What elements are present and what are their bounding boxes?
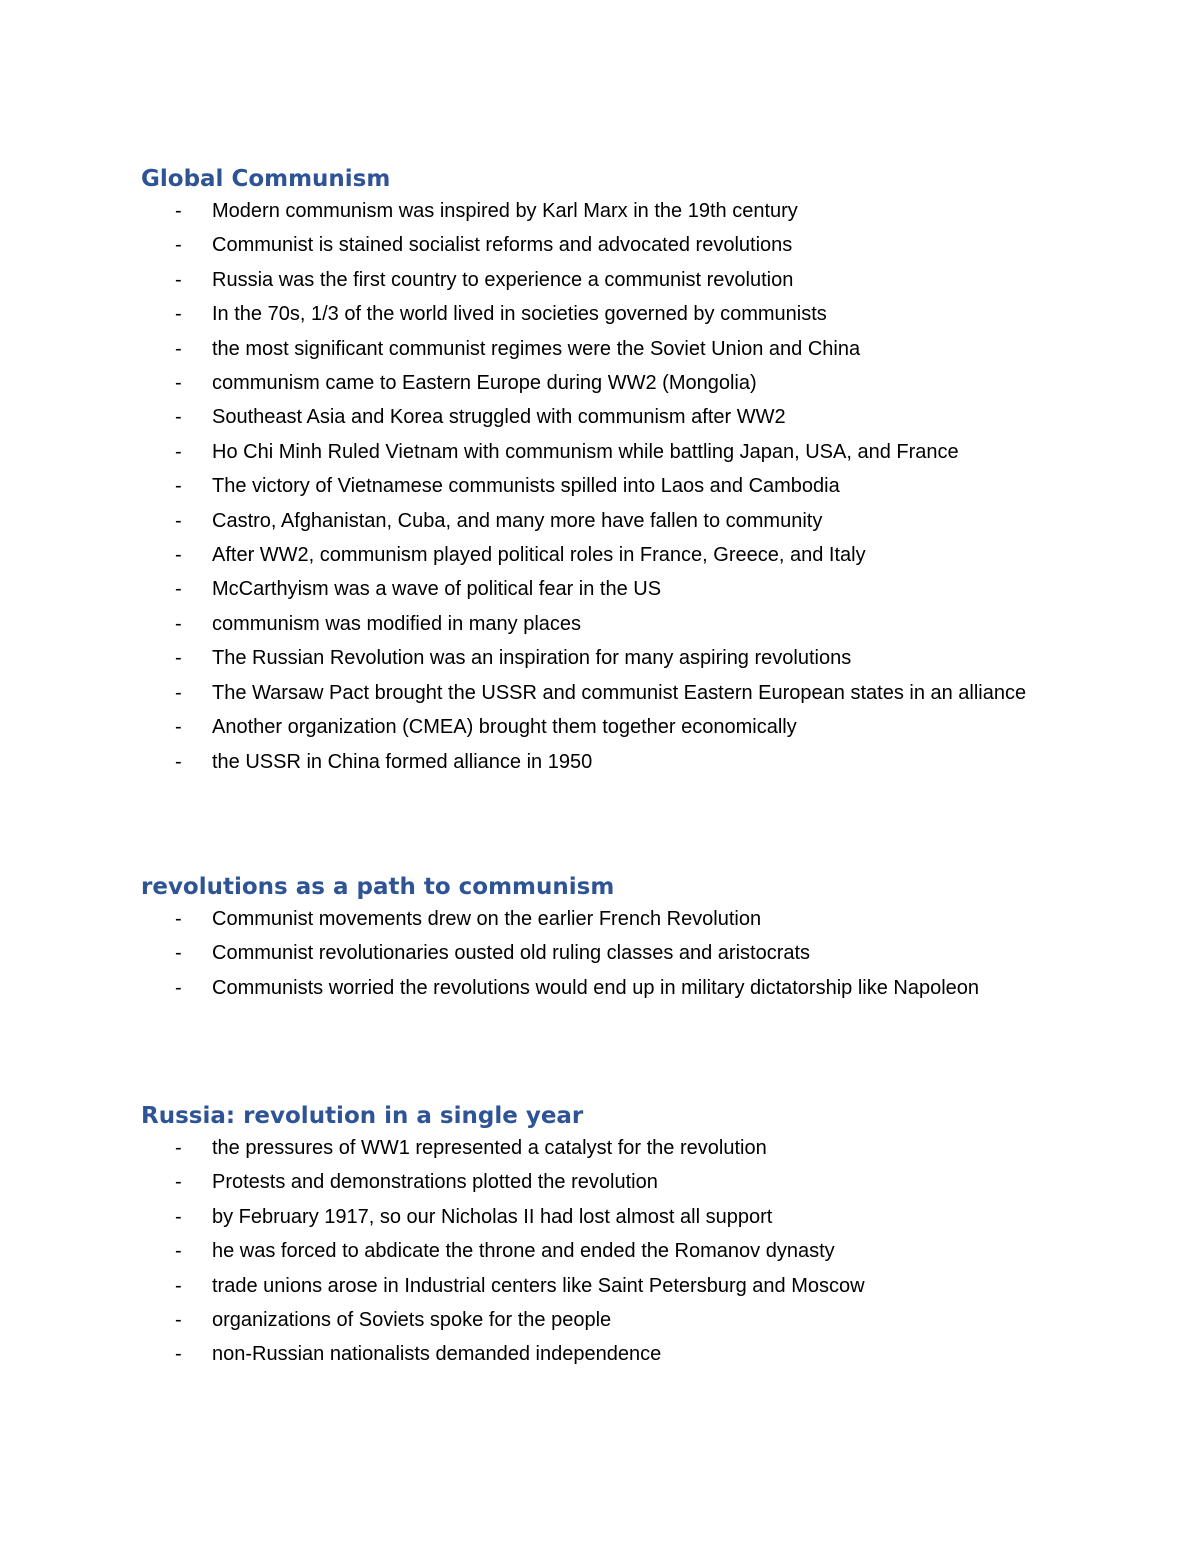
list-item-text: In the 70s, 1/3 of the world lived in societies governed by communists xyxy=(212,303,827,326)
bullet-list xyxy=(141,194,1061,779)
list-item xyxy=(141,1269,1061,1303)
list-item-text: Ho Chi Minh Ruled Vietnam with communism while battling Japan, USA, and France xyxy=(212,440,959,463)
bullet-dash: - xyxy=(175,440,182,463)
bullet-dash: - xyxy=(175,200,182,222)
bullet-dash: - xyxy=(175,750,182,773)
list-item xyxy=(141,902,1061,936)
list-item xyxy=(141,1165,1061,1199)
list-item xyxy=(141,332,1061,366)
list-item xyxy=(141,1303,1061,1337)
list-item-text: the USSR in China formed alliance in 1950 xyxy=(212,750,593,773)
bullet-list xyxy=(141,902,1061,1005)
bullet-dash: - xyxy=(175,268,182,291)
bullet-dash: - xyxy=(175,475,182,498)
bullet-dash: - xyxy=(175,647,182,670)
list-item-text: The Russian Revolution was an inspiration for many aspiring revolutions xyxy=(212,647,852,670)
list-item-text: Communist movements drew on the earlier French Revolution xyxy=(212,908,762,930)
section-heading: Global Communism xyxy=(141,166,391,192)
bullet-dash: - xyxy=(175,303,182,326)
section-heading: revolutions as a path to communism xyxy=(141,874,615,900)
list-item-text: communism was modified in many places xyxy=(212,612,582,635)
list-item xyxy=(141,1131,1061,1165)
bullet-dash: - xyxy=(175,976,182,999)
list-item xyxy=(141,400,1061,434)
list-item-text: non-Russian nationalists demanded independence xyxy=(212,1343,662,1366)
list-item-text: Russia was the first country to experience a communist revolution xyxy=(212,268,794,291)
list-item-text: Communist is stained socialist reforms and advocated revolutions xyxy=(212,234,793,257)
bullet-dash: - xyxy=(175,337,182,360)
bullet-dash: - xyxy=(175,942,182,965)
list-item xyxy=(141,435,1061,469)
list-item-text: The victory of Vietnamese communists spilled into Laos and Cambodia xyxy=(212,475,840,498)
bullet-dash: - xyxy=(175,372,182,395)
list-item-text: Castro, Afghanistan, Cuba, and many more have fallen to community xyxy=(212,509,823,532)
section-russia-revolution xyxy=(141,1101,1061,1372)
bullet-dash: - xyxy=(175,612,182,635)
bullet-dash: - xyxy=(175,716,182,739)
bullet-dash: - xyxy=(175,1240,182,1263)
list-item xyxy=(141,1337,1061,1371)
list-item xyxy=(141,971,1042,1005)
list-item-text: by February 1917, so our Nicholas II had lost almost all support xyxy=(212,1205,773,1228)
bullet-dash: - xyxy=(175,1309,182,1332)
bullet-dash: - xyxy=(175,681,182,704)
list-item-text: the most significant communist regimes were the Soviet Union and China xyxy=(212,337,861,360)
list-item xyxy=(141,572,1061,606)
list-item-text: organizations of Soviets spoke for the people xyxy=(212,1309,612,1332)
list-item xyxy=(141,366,1061,400)
bullet-dash: - xyxy=(175,1343,182,1366)
list-item xyxy=(141,1234,1061,1268)
list-item-text: the pressures of WW1 represented a catalyst for the revolution xyxy=(212,1137,767,1159)
list-item xyxy=(141,1200,1061,1234)
list-item xyxy=(141,538,1061,572)
list-item xyxy=(141,228,1061,262)
list-item-text: Southeast Asia and Korea struggled with communism after WW2 xyxy=(212,406,786,429)
bullet-dash: - xyxy=(175,406,182,429)
list-item xyxy=(141,676,1042,710)
list-item xyxy=(141,263,1061,297)
list-item xyxy=(141,469,1061,503)
bullet-dash: - xyxy=(175,1137,182,1159)
list-item xyxy=(141,710,1061,744)
list-item-text: he was forced to abdicate the throne and ended the Romanov dynasty xyxy=(212,1240,835,1263)
section-revolutions-path xyxy=(141,872,1061,1005)
list-item-text: communism came to Eastern Europe during WW2 (Mongolia) xyxy=(212,372,757,395)
list-item xyxy=(141,607,1061,641)
list-item xyxy=(141,936,1061,970)
list-item-text: Protests and demonstrations plotted the revolution xyxy=(212,1171,658,1194)
list-item-text: Modern communism was inspired by Karl Marx in the 19th century xyxy=(212,200,798,222)
bullet-dash: - xyxy=(175,908,182,930)
list-item-text: Communists worried the revolutions would end up in military dictatorship like Napoleon xyxy=(212,976,980,999)
list-item xyxy=(141,297,1061,331)
bullet-dash: - xyxy=(175,578,182,601)
bullet-dash: - xyxy=(175,1205,182,1228)
list-item-text: After WW2, communism played political roles in France, Greece, and Italy xyxy=(212,544,866,567)
bullet-dash: - xyxy=(175,509,182,532)
list-item-text: Another organization (CMEA) brought them together economically xyxy=(212,716,797,739)
section-heading: Russia: revolution in a single year xyxy=(141,1103,584,1129)
bullet-dash: - xyxy=(175,1274,182,1297)
list-item-text: The Warsaw Pact brought the USSR and communist Eastern European states in an alliance xyxy=(212,681,1027,704)
bullet-list xyxy=(141,1131,1061,1372)
bullet-dash: - xyxy=(175,234,182,257)
bullet-dash: - xyxy=(175,544,182,567)
list-item xyxy=(141,745,1061,779)
list-item-text: Communist revolutionaries ousted old ruling classes and aristocrats xyxy=(212,942,811,965)
bullet-dash: - xyxy=(175,1171,182,1194)
list-item xyxy=(141,641,1061,675)
section-global-communism xyxy=(141,164,1061,779)
list-item-text: McCarthyism was a wave of political fear in the US xyxy=(212,578,662,601)
list-item-text: trade unions arose in Industrial centers like Saint Petersburg and Moscow xyxy=(212,1274,865,1297)
list-item xyxy=(141,194,1061,228)
list-item xyxy=(141,504,1061,538)
